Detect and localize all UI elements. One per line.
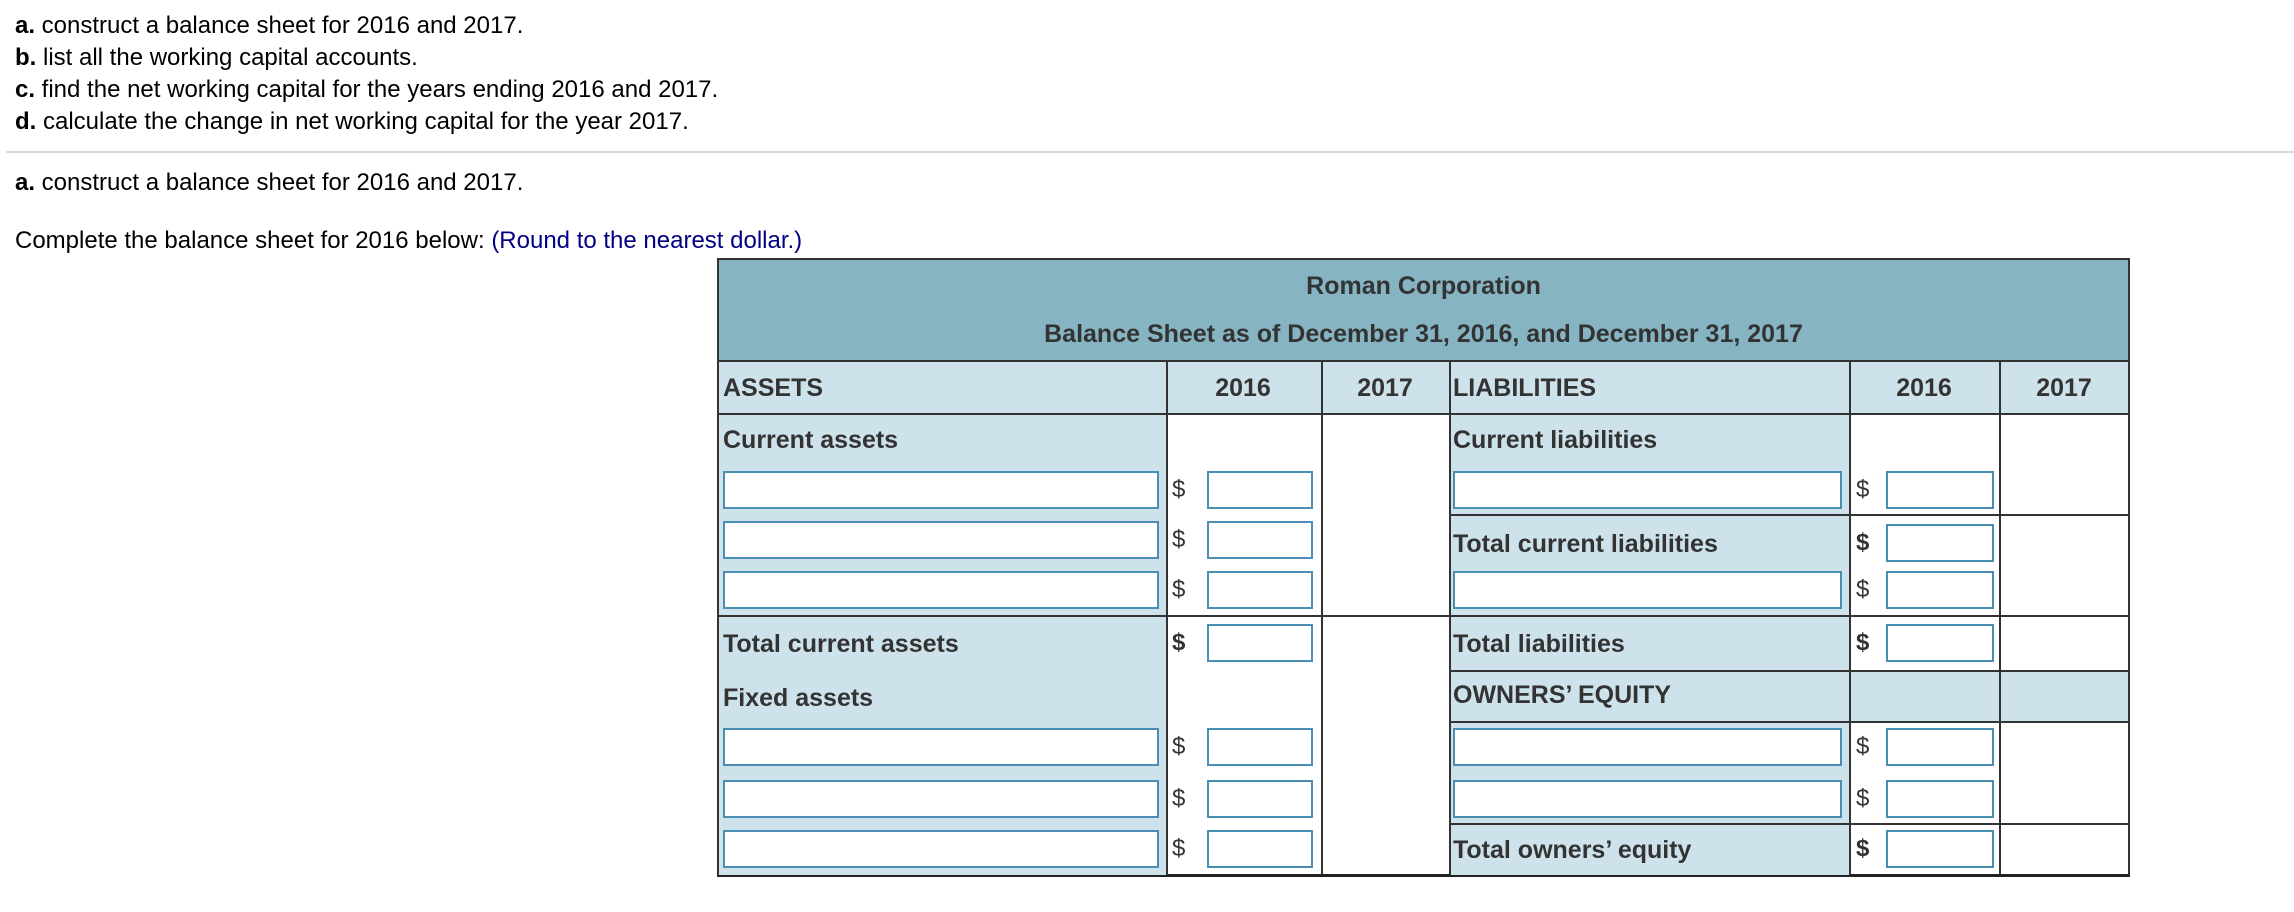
part-heading: a. construct a balance sheet for 2016 and 2017. bbox=[15, 169, 524, 196]
assets-header: ASSETS bbox=[723, 374, 824, 402]
current-asset-name-input-3[interactable] bbox=[723, 571, 1159, 609]
total-current-assets-2016-input[interactable] bbox=[1207, 624, 1313, 662]
equity-name-input-1[interactable] bbox=[1453, 728, 1842, 766]
total-current-assets-label: Total current assets bbox=[723, 630, 959, 658]
current-asset-2016-input-1[interactable] bbox=[1207, 471, 1313, 509]
company-name: Roman Corporation bbox=[1306, 272, 1541, 300]
current-asset-2016-input-2[interactable] bbox=[1207, 521, 1313, 559]
currency-symbol: $ bbox=[1172, 733, 1186, 760]
total-owners-equity-2016-input[interactable] bbox=[1886, 830, 1994, 868]
currency-symbol: $ bbox=[1172, 576, 1186, 603]
question-d: d. calculate the change in net working capital for the year 2017. bbox=[15, 108, 689, 135]
total-liabilities-2016-input[interactable] bbox=[1886, 624, 1994, 662]
assets-year-2016: 2016 bbox=[1215, 374, 1271, 402]
fixed-asset-name-input-1[interactable] bbox=[723, 728, 1159, 766]
currency-symbol: $ bbox=[1856, 629, 1870, 656]
assets-year-2017: 2017 bbox=[1357, 374, 1413, 402]
liabilities-header: LIABILITIES bbox=[1453, 374, 1597, 402]
fixed-asset-2016-input-2[interactable] bbox=[1207, 780, 1313, 818]
currency-symbol: $ bbox=[1856, 529, 1870, 556]
equity-header-fill bbox=[1851, 672, 2128, 723]
fixed-asset-2016-input-3[interactable] bbox=[1207, 830, 1313, 868]
current-liability-name-input-1[interactable] bbox=[1453, 471, 1842, 509]
currency-symbol: $ bbox=[1856, 785, 1870, 812]
currency-symbol: $ bbox=[1856, 835, 1870, 862]
fixed-asset-name-input-2[interactable] bbox=[723, 780, 1159, 818]
current-assets-label: Current assets bbox=[723, 426, 899, 454]
currency-symbol: $ bbox=[1172, 476, 1186, 503]
fixed-asset-2016-input-1[interactable] bbox=[1207, 728, 1313, 766]
equity-name-input-2[interactable] bbox=[1453, 780, 1842, 818]
total-current-liabilities-label: Total current liabilities bbox=[1453, 530, 1718, 558]
balance-sheet-table bbox=[717, 258, 2130, 877]
total-owners-equity-label: Total owners’ equity bbox=[1453, 836, 1692, 864]
instruction: Complete the balance sheet for 2016 below: (Round to the nearest dollar.) bbox=[15, 227, 803, 254]
equity-2016-input-2[interactable] bbox=[1886, 780, 1994, 818]
total-liabilities-label: Total liabilities bbox=[1453, 630, 1625, 658]
current-asset-2016-input-3[interactable] bbox=[1207, 571, 1313, 609]
current-liability-2016-input-1[interactable] bbox=[1886, 471, 1994, 509]
currency-symbol: $ bbox=[1856, 476, 1870, 503]
divider bbox=[6, 151, 2294, 153]
long-term-liability-name-input[interactable] bbox=[1453, 571, 1842, 609]
balance-sheet-subtitle: Balance Sheet as of December 31, 2016, and December 31, 2017 bbox=[1044, 320, 1803, 348]
owners-equity-header: OWNERS’ EQUITY bbox=[1453, 681, 1672, 709]
currency-symbol: $ bbox=[1172, 629, 1186, 656]
current-liabilities-label: Current liabilities bbox=[1453, 426, 1658, 454]
liabilities-year-2016: 2016 bbox=[1896, 374, 1952, 402]
long-term-liability-2016-input[interactable] bbox=[1886, 571, 1994, 609]
equity-2016-input-1[interactable] bbox=[1886, 728, 1994, 766]
fixed-asset-name-input-3[interactable] bbox=[723, 830, 1159, 868]
table-header bbox=[719, 260, 2128, 362]
current-asset-name-input-1[interactable] bbox=[723, 471, 1159, 509]
question-a: a. construct a balance sheet for 2016 and 2017. bbox=[15, 12, 524, 39]
currency-symbol: $ bbox=[1856, 733, 1870, 760]
question-c: c. find the net working capital for the years ending 2016 and 2017. bbox=[15, 76, 719, 103]
total-current-liabilities-2016-input[interactable] bbox=[1886, 524, 1994, 562]
currency-symbol: $ bbox=[1172, 526, 1186, 553]
question-b: b. list all the working capital accounts. bbox=[15, 44, 418, 71]
currency-symbol: $ bbox=[1172, 835, 1186, 862]
current-asset-name-input-2[interactable] bbox=[723, 521, 1159, 559]
rounding-note: (Round to the nearest dollar.) bbox=[491, 227, 803, 254]
currency-symbol: $ bbox=[1856, 576, 1870, 603]
fixed-assets-label: Fixed assets bbox=[723, 684, 874, 712]
liabilities-year-2017: 2017 bbox=[2036, 374, 2092, 402]
currency-symbol: $ bbox=[1172, 785, 1186, 812]
